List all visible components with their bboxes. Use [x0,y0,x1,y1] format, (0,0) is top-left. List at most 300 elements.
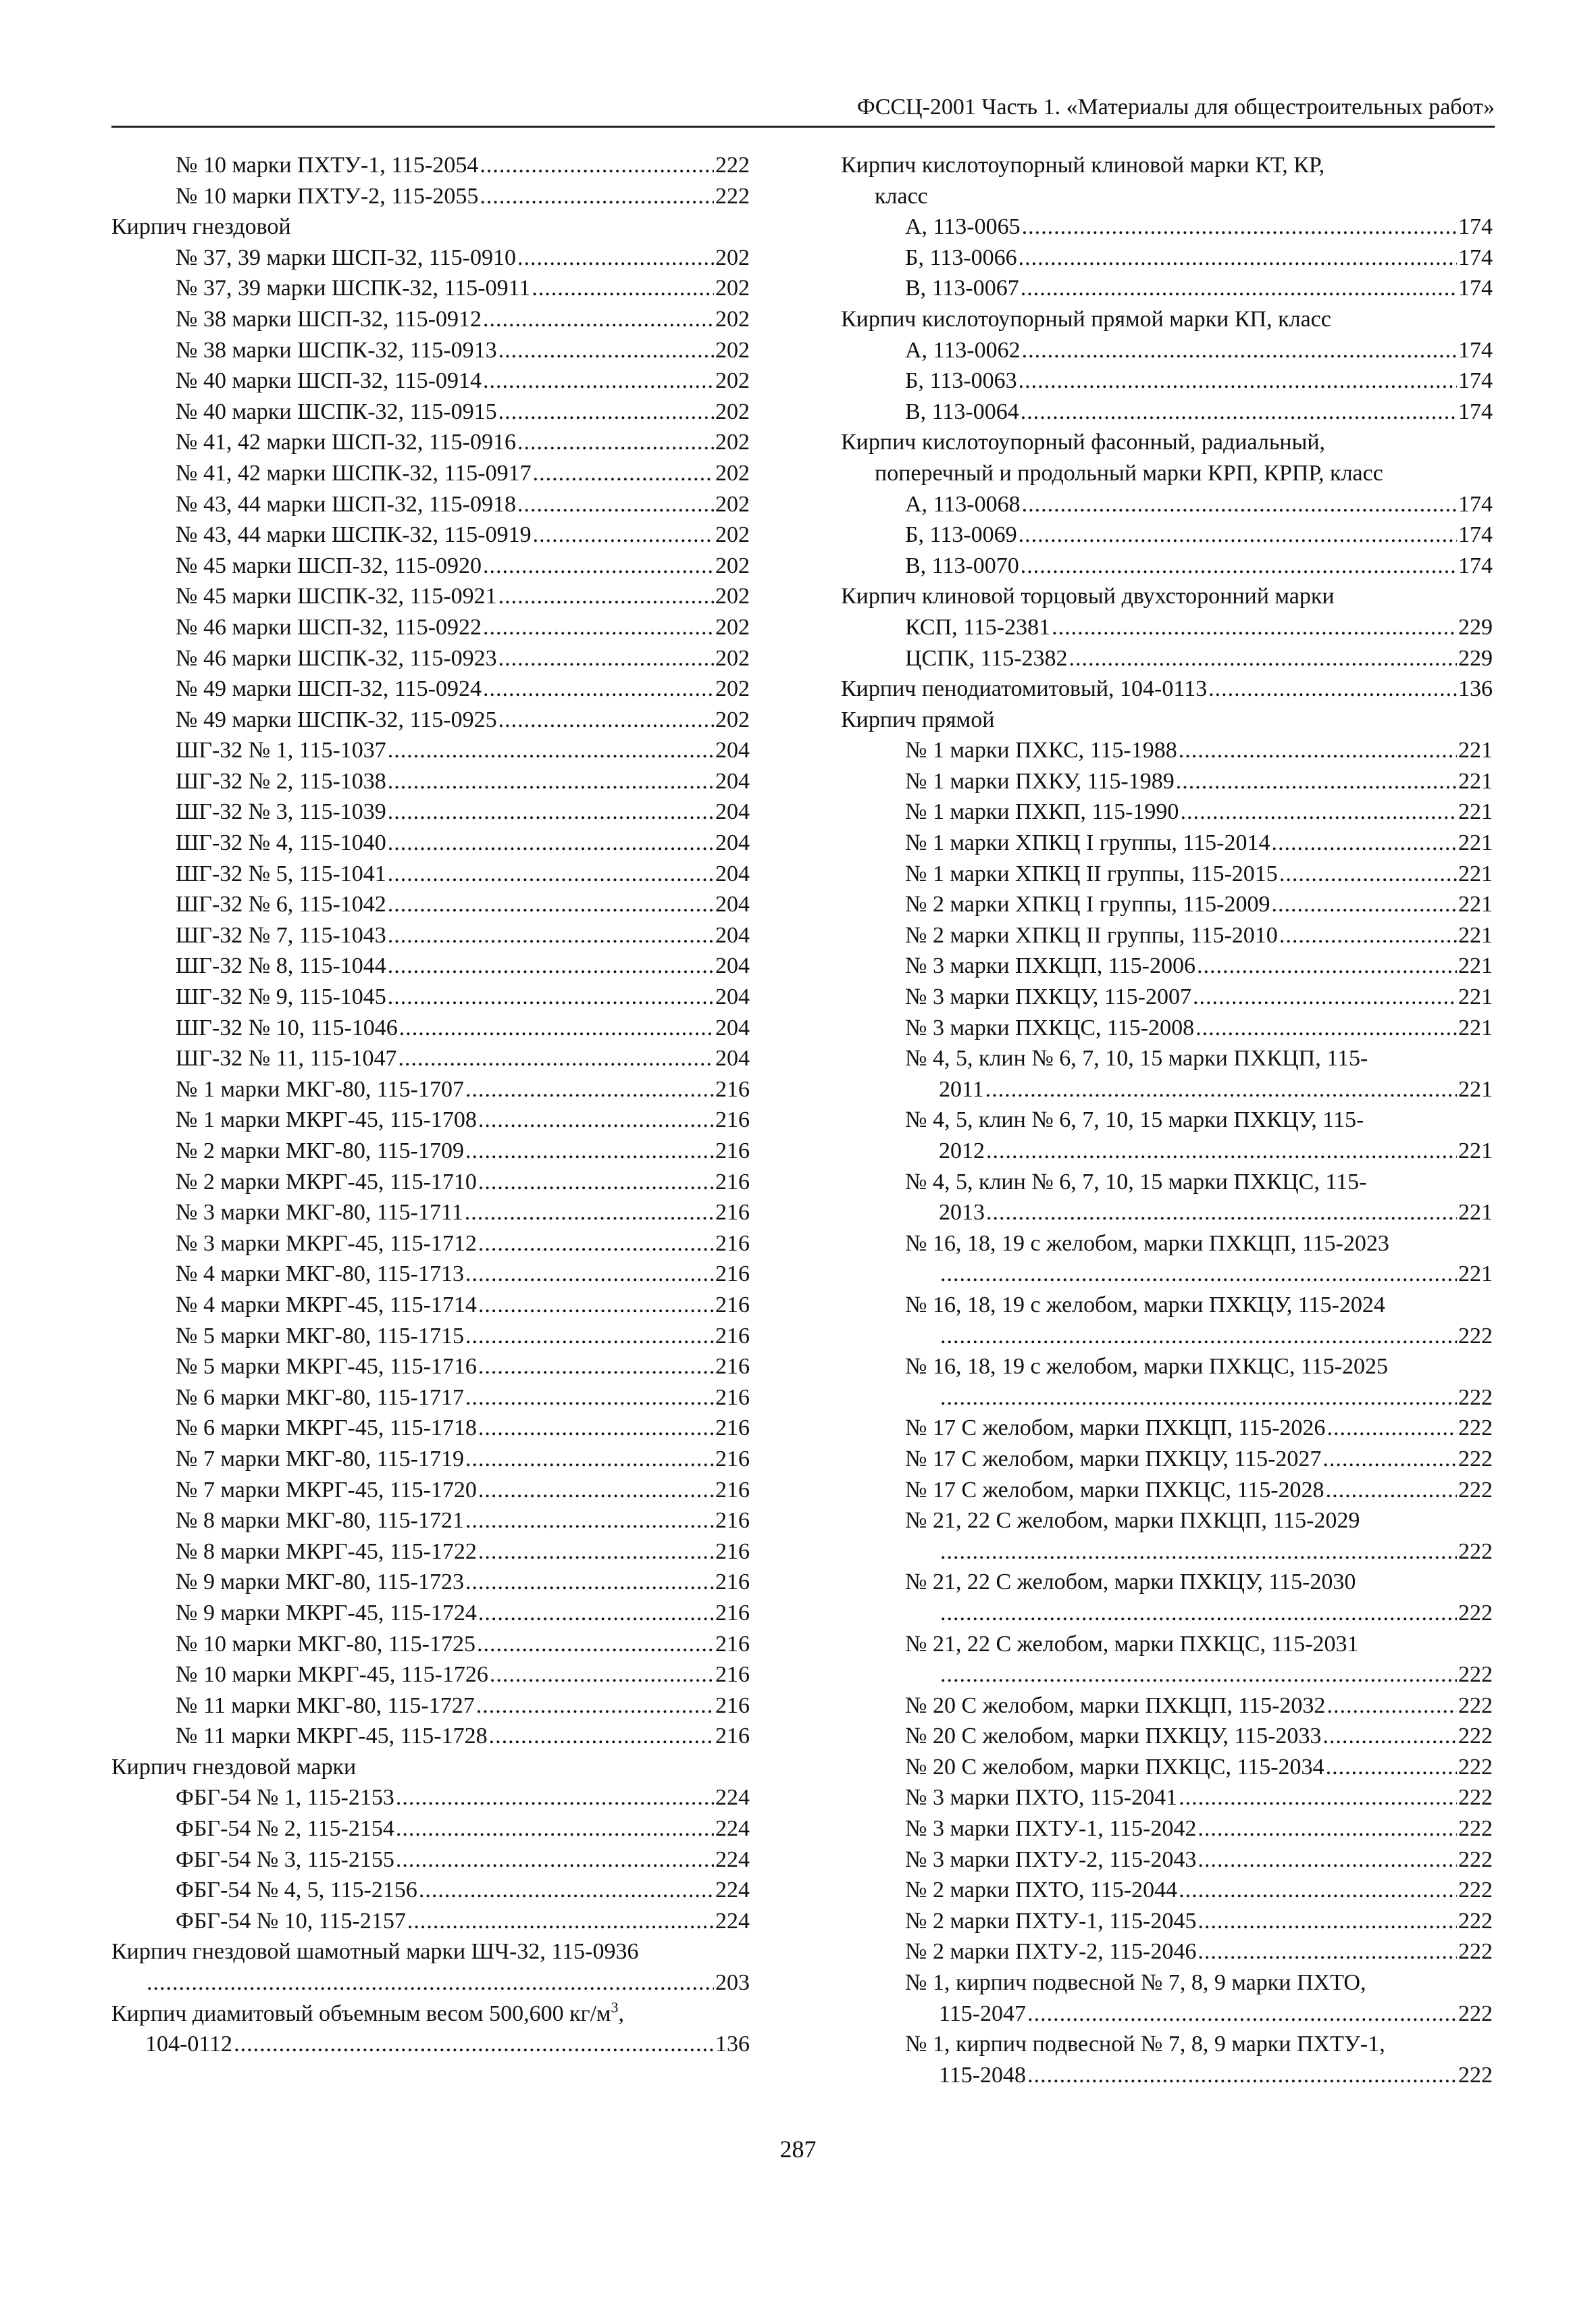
dot-leader [1022,489,1457,520]
entry-text-line: класс [875,183,928,209]
dot-leader [388,982,714,1013]
entry-text: № 5 марки МКГ-80, 115-1715 [176,1323,464,1349]
index-entry [841,951,1493,982]
dot-leader [478,1290,714,1321]
entry-page: 222 [1458,1785,1493,1811]
dot-leader [940,1382,1457,1413]
entry-text: ШГ-32 № 11, 115-1047 [176,1046,397,1072]
entry-page: 204 [715,953,750,979]
dot-leader [465,1259,714,1290]
dot-leader [465,1321,714,1352]
dot-leader [1027,1998,1457,2030]
entry-text: № 4 марки МКРГ-45, 115-1714 [176,1292,477,1317]
entry-text: № 20 С желобом, марки ПХКЦУ, 115-2033 [905,1724,1322,1749]
entry-text: № 43, 44 марки ШСПК-32, 115-0919 [176,522,532,548]
entry-page: 204 [715,738,750,763]
entry-page: 202 [715,645,750,671]
dot-leader [465,1505,714,1536]
entry-page: 222 [1458,1477,1493,1503]
index-entry [111,1475,750,1506]
dot-leader [1180,797,1457,828]
entry-text: № 2 марки МКРГ-45, 115-1710 [176,1169,477,1194]
entry-page: 202 [715,553,750,578]
entry-text-line: № 4, 5, клин № 6, 7, 10, 15 марки ПХКЦП, 115- [905,1046,1368,1072]
dot-leader [483,674,714,705]
dot-leader [1322,1721,1457,1752]
entry-text: 104-0112 [145,2032,233,2057]
entry-page: 222 [1458,1846,1493,1872]
entry-text: № 7 марки МКРГ-45, 115-1720 [176,1477,477,1503]
index-entry [841,397,1493,428]
dot-leader [480,181,714,212]
dot-leader [1198,1906,1457,1937]
index-heading: Кирпич кислотоупорный прямой марки КП, класс [841,306,1331,332]
entry-text: ШГ-32 № 5, 115-1041 [176,861,386,886]
index-entry [905,1659,1493,1690]
index-entry [111,735,750,766]
index-entry [841,1936,1493,1967]
entry-page: 216 [715,1569,750,1595]
dot-leader [1195,1013,1457,1044]
dot-leader [1069,643,1457,674]
entry-text: № 8 марки МКРГ-45, 115-1722 [176,1538,477,1564]
dot-leader [498,705,714,736]
dot-leader [1179,735,1457,766]
dot-leader [478,1536,714,1567]
index-entry [111,489,750,520]
index-entry [841,643,1493,674]
entry-page: 222 [1458,1692,1493,1718]
entry-page: 202 [715,337,750,363]
entry-text: № 3 марки ПХТУ-2, 115-2043 [905,1846,1197,1872]
entry-text-line: Кирпич кислотоупорный фасонный, радиальный, [841,430,1326,455]
dot-leader [517,243,714,274]
dot-leader [478,1413,714,1444]
index-entry [111,1782,750,1813]
index-entry [841,674,1493,705]
entry-text: № 10 марки МКРГ-45, 115-1726 [176,1662,488,1688]
index-entry-multiline [841,1105,1493,1166]
dot-leader [478,1228,714,1259]
dot-leader [498,397,714,428]
entry-text: 115-2048 [939,2062,1027,2088]
dot-leader [490,1659,714,1690]
entry-text: № 6 марки МКГ-80, 115-1717 [176,1384,464,1410]
index-entry-multiline [841,1567,1493,1628]
entry-text: № 17 С желобом, марки ПХКЦП, 115-2026 [905,1415,1326,1441]
index-entry [111,1598,750,1629]
index-entry-multiline [841,150,1493,211]
entry-text: № 4 марки МКГ-80, 115-1713 [176,1261,464,1287]
entry-text: № 2 марки ПХТУ-2, 115-2046 [905,1939,1197,1965]
dot-leader [517,427,714,458]
entry-text: № 2 марки ПХТУ-1, 115-2045 [905,1908,1197,1934]
entry-page: 216 [715,1384,750,1410]
entry-text: ШГ-32 № 10, 115-1046 [176,1015,398,1040]
dot-leader [1198,1936,1457,1967]
index-entry [111,1167,750,1198]
dot-leader [517,489,714,520]
entry-page: 224 [715,1785,750,1811]
entry-page: 174 [1458,522,1493,548]
entry-text: № 40 марки ШСП-32, 115-0914 [176,368,482,394]
entry-page: 216 [715,1354,750,1380]
entry-text: ШГ-32 № 2, 115-1038 [176,768,386,794]
dot-leader [478,1105,714,1136]
entry-page: 222 [1458,1816,1493,1842]
entry-text: 115-2047 [939,2001,1027,2026]
dot-leader [483,366,714,397]
dot-leader [388,951,714,982]
dot-leader [147,1967,714,1998]
index-entry [111,397,750,428]
dot-leader [480,150,714,181]
entry-text: № 1 марки ХПКЦ II группы, 115-2015 [905,861,1278,886]
entry-text-line: поперечный и продольный марки КРП, КРПР, класс [875,460,1383,486]
index-entry [841,335,1493,366]
entry-text: А, 113-0062 [905,337,1021,363]
dot-leader [498,643,714,674]
dot-leader [396,1813,714,1844]
entry-text: Кирпич пенодиатомитовый, 104-0113 [841,676,1208,702]
entry-text: ФБГ-54 № 2, 115-2154 [176,1816,394,1842]
entry-text: ШГ-32 № 3, 115-1039 [176,799,386,825]
entry-page: 202 [715,368,750,394]
index-entry-multiline [841,2029,1493,2090]
index-entry [111,612,750,643]
index-entry [111,427,750,458]
entry-text: ФБГ-54 № 1, 115-2153 [176,1785,394,1811]
index-entry-multiline [841,1043,1493,1105]
index-entry [841,982,1493,1013]
entry-page: 221 [1458,830,1493,856]
dot-leader [986,1136,1457,1167]
entry-text: № 9 марки МКГ-80, 115-1723 [176,1569,464,1595]
dot-leader [940,1536,1457,1567]
index-entry [905,1321,1493,1352]
entry-text: № 40 марки ШСПК-32, 115-0915 [176,399,497,424]
entry-text: ЦСПК, 115-2382 [905,645,1068,671]
dot-leader [388,920,714,951]
entry-page: 224 [715,1846,750,1872]
index-entry [841,612,1493,643]
index-entry [111,643,750,674]
index-entry [111,1690,750,1721]
entry-page: 216 [715,1107,750,1133]
dot-leader [532,273,714,304]
index-entry [111,1659,750,1690]
index-heading: Кирпич прямой [841,707,995,732]
dot-leader [1052,612,1457,643]
entry-text: КСП, 115-2381 [905,614,1051,640]
entry-text: № 20 С желобом, марки ПХКЦП, 115-2032 [905,1692,1326,1718]
index-entry [111,828,750,859]
entry-text-line: № 1, кирпич подвесной № 7, 8, 9 марки ПХТО, [905,1970,1366,1996]
index-entry [111,797,750,828]
index-entry [111,1567,750,1598]
index-entry [841,1690,1493,1721]
dot-leader [1279,920,1457,951]
entry-page: 202 [715,584,750,609]
entry-text: ШГ-32 № 7, 115-1043 [176,922,386,948]
index-entry [111,1536,750,1567]
dot-leader [419,1875,714,1906]
index-entry [841,1782,1493,1813]
dot-leader [478,1351,714,1382]
entry-page: 216 [715,1261,750,1287]
index-entry [111,1844,750,1876]
entry-page: 221 [1458,1138,1493,1163]
index-heading: Кирпич клиновой торцовый двухсторонний марки [841,584,1335,609]
index-entry [111,1505,750,1536]
entry-text: № 2 марки ПХТО, 115-2044 [905,1878,1178,1903]
entry-text: № 41, 42 марки ШСП-32, 115-0916 [176,430,516,455]
entry-text: № 2 марки МКГ-80, 115-1709 [176,1138,464,1163]
dot-leader [1019,243,1457,274]
index-entry [841,1906,1493,1937]
index-entry [841,489,1493,520]
entry-text: № 45 марки ШСПК-32, 115-0921 [176,584,497,609]
index-entry [841,766,1493,797]
index-entry [841,1721,1493,1752]
entry-text-line: № 16, 18, 19 с желобом, марки ПХКЦС, 115-2025 [905,1354,1388,1380]
index-entry [111,243,750,274]
index-entry [841,735,1493,766]
entry-page: 216 [715,1138,750,1163]
entry-text: 2011 [939,1076,984,1102]
entry-page: 216 [715,1477,750,1503]
dot-leader [398,1043,714,1074]
dot-leader [1271,828,1457,859]
entry-text: № 46 марки ШСП-32, 115-0922 [176,614,482,640]
entry-text: № 17 С желобом, марки ПХКЦС, 115-2028 [905,1477,1324,1503]
dot-leader [465,1444,714,1475]
entry-text: № 46 марки ШСПК-32, 115-0923 [176,645,497,671]
dot-leader [1179,1875,1457,1906]
entry-text-line: № 21, 22 С желобом, марки ПХКЦС, 115-2031 [905,1631,1359,1657]
index-entry [841,797,1493,828]
entry-page: 221 [1458,922,1493,948]
entry-page: 216 [715,1446,750,1472]
entry-text: № 37, 39 марки ШСПК-32, 115-0911 [176,276,531,301]
entry-text-line: № 4, 5, клин № 6, 7, 10, 15 марки ПХКЦС, 115- [905,1169,1367,1194]
dot-leader [1176,766,1457,797]
entry-page: 216 [715,1200,750,1226]
entry-text: № 43, 44 марки ШСП-32, 115-0918 [176,491,516,517]
index-entry [111,520,750,551]
entry-page: 221 [1458,892,1493,917]
index-entry [111,705,750,736]
index-entry-multiline [841,1290,1493,1351]
dot-leader [940,1659,1457,1690]
entry-text: ФБГ-54 № 4, 5, 115-2156 [176,1878,417,1903]
entry-text: № 38 марки ШСПК-32, 115-0913 [176,337,497,363]
entry-page: 216 [715,1538,750,1564]
index-entry [111,889,750,920]
entry-page: 221 [1458,738,1493,763]
dot-leader [986,1197,1457,1228]
entry-page: 204 [715,1015,750,1040]
entry-page: 216 [715,1662,750,1688]
dot-leader [1019,366,1457,397]
entry-page: 216 [715,1323,750,1349]
entry-page: 222 [1458,1939,1493,1965]
dot-leader [396,1844,714,1876]
entry-page: 229 [1458,645,1493,671]
entry-text: № 17 С желобом, марки ПХКЦУ, 115-2027 [905,1446,1322,1472]
index-entry-multiline [841,1505,1493,1567]
index-entry [111,982,750,1013]
entry-text: № 1 марки ХПКЦ I группы, 115-2014 [905,830,1270,856]
entry-page: 174 [1458,399,1493,424]
index-entry [111,674,750,705]
entry-page: 224 [715,1908,750,1934]
entry-text: В, 113-0067 [905,276,1019,301]
entry-page: 221 [1458,984,1493,1010]
entry-page: 222 [1458,1878,1493,1903]
index-entry [111,1197,750,1228]
index-column-right [841,150,1493,2090]
entry-page: 222 [1458,1384,1493,1410]
dot-leader [498,581,714,612]
index-entry [111,273,750,304]
entry-page: 224 [715,1816,750,1842]
entry-page: 202 [715,614,750,640]
index-entry [111,1136,750,1167]
dot-leader [533,458,714,489]
index-entry [111,859,750,890]
dot-leader [533,520,714,551]
dot-leader [1279,859,1457,890]
entry-page: 204 [715,1046,750,1072]
index-entry [905,2060,1493,2091]
entry-text: № 1 марки МКРГ-45, 115-1708 [176,1107,477,1133]
dot-leader [1198,1844,1457,1876]
index-entry [111,1906,750,1937]
entry-page: 221 [1458,953,1493,979]
entry-text: ШГ-32 № 9, 115-1045 [176,984,386,1010]
index-entry [841,1413,1493,1444]
entry-page: 229 [1458,614,1493,640]
index-heading: Кирпич гнездовой марки [111,1754,357,1780]
entry-page: 202 [715,491,750,517]
dot-leader [1326,1475,1457,1506]
entry-text: ФБГ-54 № 3, 115-2155 [176,1846,394,1872]
dot-leader [1179,1782,1457,1813]
index-entry [841,520,1493,551]
index-entry [841,551,1493,582]
entry-page: 216 [715,1292,750,1317]
entry-page: 204 [715,768,750,794]
entry-text: А, 113-0068 [905,491,1021,517]
entry-page: 221 [1458,1261,1493,1287]
dot-leader [940,1259,1457,1290]
index-entry [841,366,1493,397]
index-entry [111,1105,750,1136]
index-entry-multiline [841,1351,1493,1413]
entry-text: № 41, 42 марки ШСПК-32, 115-0917 [176,460,532,486]
index-entry [111,1721,750,1752]
index-entry [841,243,1493,274]
dot-leader [1019,520,1457,551]
entry-text-line: № 21, 22 С желобом, марки ПХКЦУ, 115-2030 [905,1569,1356,1595]
entry-page: 204 [715,984,750,1010]
index-entry [905,1197,1493,1228]
index-column-left [111,150,750,2060]
entry-page: 174 [1458,337,1493,363]
running-header [111,95,1495,128]
entry-text: № 49 марки ШСПК-32, 115-0925 [176,707,497,732]
entry-page: 222 [715,183,750,209]
dot-leader [1326,1752,1457,1783]
entry-page: 216 [715,1692,750,1718]
dot-leader [498,335,714,366]
entry-page: 216 [715,1415,750,1441]
dot-leader [388,889,714,920]
entry-text: № 8 марки МКГ-80, 115-1721 [176,1508,464,1534]
index-entry [111,1321,750,1352]
index-entry [111,1043,750,1074]
index-entry-multiline [841,1629,1493,1690]
entry-page: 216 [715,1076,750,1102]
index-entry [111,1382,750,1413]
index-entry [841,1013,1493,1044]
index-entry [841,920,1493,951]
entry-page: 222 [1458,1323,1493,1349]
entry-page: 222 [1458,2062,1493,2088]
entry-page: 202 [715,306,750,332]
dot-leader [1022,211,1457,243]
index-entry [111,1013,750,1044]
dot-leader [388,828,714,859]
entry-page: 222 [1458,1724,1493,1749]
entry-page: 222 [1458,2001,1493,2026]
index-entry [111,1813,750,1844]
entry-text: № 37, 39 марки ШСП-32, 115-0910 [176,245,516,270]
dot-leader [940,1598,1457,1629]
entry-text: № 2 марки ХПКЦ I группы, 115-2009 [905,892,1270,917]
index-entry [111,181,750,212]
index-entry [111,366,750,397]
entry-text: № 3 марки ПХКЦП, 115-2006 [905,953,1195,979]
index-entry [111,1413,750,1444]
entry-text: № 20 С желобом, марки ПХКЦС, 115-2034 [905,1754,1324,1780]
dot-leader [478,1167,714,1198]
entry-text: № 1 марки ПХКС, 115-1988 [905,738,1177,763]
entry-text: 2012 [939,1138,985,1163]
entry-text: № 11 марки МКГ-80, 115-1727 [176,1692,475,1718]
entry-text: № 11 марки МКРГ-45, 115-1728 [176,1724,488,1749]
dot-leader [940,1321,1457,1352]
entry-text: № 7 марки МКГ-80, 115-1719 [176,1446,464,1472]
entry-page: 174 [1458,276,1493,301]
dot-leader [388,859,714,890]
entry-text: № 10 марки МКГ-80, 115-1725 [176,1631,475,1657]
entry-text: № 1 марки МКГ-80, 115-1707 [176,1076,464,1102]
dot-leader [478,1475,714,1506]
entry-text: № 3 марки ПХКЦС, 115-2008 [905,1015,1195,1040]
dot-leader [465,1136,714,1167]
entry-page: 204 [715,861,750,886]
index-entry [111,951,750,982]
entry-page: 222 [1458,1908,1493,1934]
entry-text: 2013 [939,1200,985,1226]
index-entry [841,1875,1493,1906]
entry-page: 204 [715,799,750,825]
entry-page: 216 [715,1600,750,1626]
entry-text: № 49 марки ШСП-32, 115-0924 [176,676,482,702]
index-entry-multiline [111,1998,750,2060]
